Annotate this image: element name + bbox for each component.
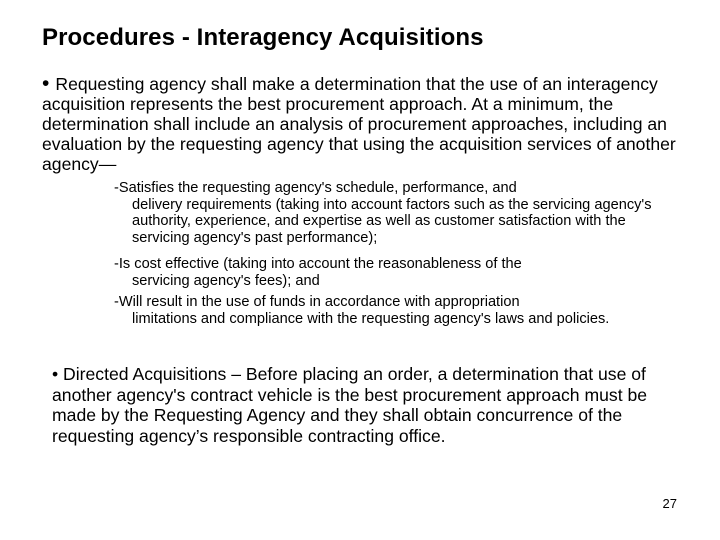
subitem-cost-effective (114, 256, 686, 289)
subitem-funds-first-line: -Will result in the use of funds in accordance with appropriation (114, 294, 520, 310)
bullet-directed-acquisitions: • Directed Acquisitions – Before placing an order, a determination that use of another agency's contract vehicle is the best procurement approach must be made by the Requesting Agency and they shall obtain concurrence of the requesting agency’s responsible contracting office. (52, 364, 648, 446)
bullet-marker: • (42, 72, 50, 95)
subitem-funds (114, 294, 686, 327)
subitem-schedule-rest: delivery requirements (taking into account factors such as the servicing agency's authority, experience, and expertise as well as customer satisfaction with the servicing agency's past performance); (132, 196, 652, 246)
bullet-requesting-agency-text: Requesting agency shall make a determination that the use of an interagency acquisition represents the best procurement approach. At a minimum, the determination shall include an analysis of procurement approaches, including an evaluation by the requesting agency that using the acquisition services of another agency— (42, 74, 676, 174)
subitem-cost-effective-first-line: -Is cost effective (taking into account the reasonableness of the (114, 256, 522, 272)
subitem-cost-effective-rest: servicing agency's fees); and (132, 272, 320, 289)
slide-title: Procedures - Interagency Acquisitions (42, 24, 484, 51)
subitem-schedule-first-line: -Satisfies the requesting agency's schedule, performance, and (114, 180, 517, 196)
subitem-schedule (114, 180, 686, 246)
bullet-requesting-agency (42, 74, 692, 174)
page-number: 27 (662, 496, 677, 511)
subitem-funds-rest: limitations and compliance with the requesting agency's laws and policies. (132, 310, 610, 327)
